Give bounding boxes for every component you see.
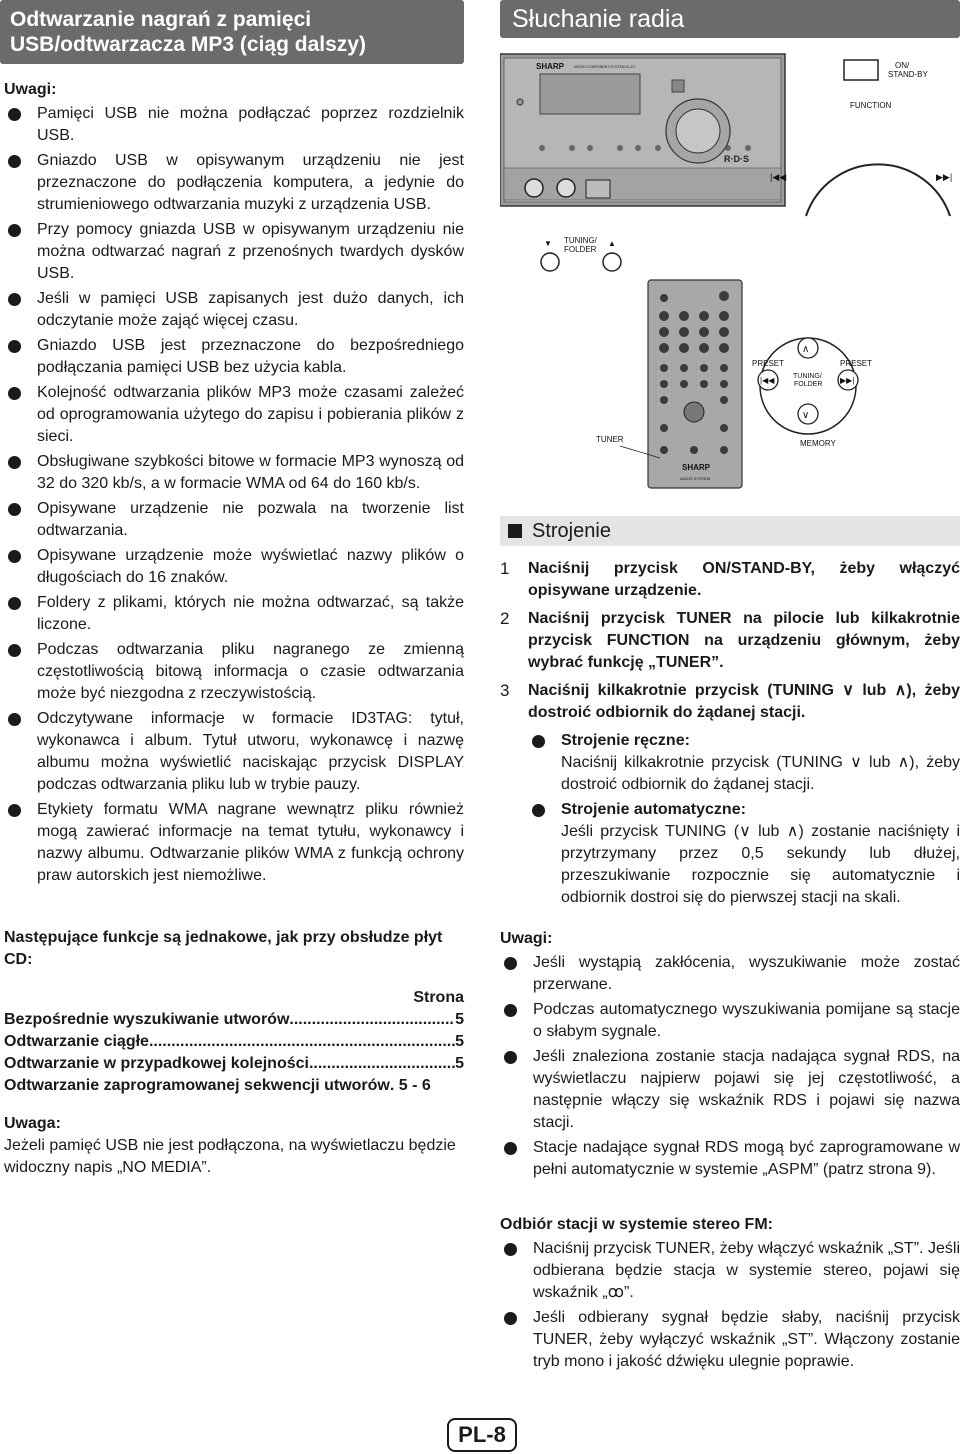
list-item: Gniazdo USB w opisywanym urządzeniu nie jest przeznaczone do podłączenia komputera, a jedynie do strumieniowego odtwarzania muzyki z urządzenia USB. bbox=[4, 150, 464, 216]
toc-page: 5 bbox=[455, 1033, 464, 1050]
list-item: Podczas odtwarzania pliku nagranego ze zmienną częstotliwością bitową informacja o czasie odtwarzania może być niezgodna z rzeczywistością. bbox=[4, 639, 464, 705]
manual-title: Strojenie ręczne: bbox=[561, 732, 690, 749]
toc-title: Odtwarzanie w przypadkowej kolejności bbox=[4, 1055, 309, 1072]
toc-row bbox=[4, 1053, 464, 1075]
chevron-down-icon: ∨ bbox=[739, 823, 751, 840]
power-led bbox=[517, 99, 523, 105]
list-item: Opisywane urządzenie nie pozwala na tworzenie list odtwarzania. bbox=[4, 498, 464, 542]
chevron-up-icon: ∧ bbox=[897, 754, 910, 771]
rds-logo: R·D·S bbox=[724, 154, 749, 164]
step: 2 Naciśnij przycisk TUNER na pilocie lub kilkakrotnie przycisk FUNCTION na urządzeniu głównym, żeby wybrać funkcję „TUNER”. bbox=[500, 609, 960, 671]
toc-title: Bezpośrednie wyszukiwanie utworów bbox=[4, 1011, 290, 1028]
toc-page: 5 bbox=[455, 1055, 464, 1072]
toc-title: Odtwarzanie ciągłe bbox=[4, 1033, 149, 1050]
stereo-indicator-icon: ꝏ bbox=[607, 1284, 624, 1301]
display-window bbox=[540, 74, 640, 114]
usb-port bbox=[586, 180, 610, 198]
list-item: Kolejność odtwarzania plików MP3 może czasami zależeć od oprogramowania użytego do zapisu i pobierania plików z sieci. bbox=[4, 382, 464, 448]
page-number: PL-8 bbox=[447, 1418, 517, 1452]
list-item: Obsługiwane szybkości bitowe w formacie MP3 wynoszą od 32 do 320 kb/s, a w formacie WMA od 64 do 160 kb/s. bbox=[4, 451, 464, 495]
remote-caption: AUDIO SYSTEM bbox=[680, 476, 711, 481]
fm-heading: Odbiór stacji w systemie stereo FM: bbox=[500, 1216, 773, 1233]
tuning-up-arrow: ▲ bbox=[608, 239, 616, 248]
function-label: FUNCTION bbox=[850, 101, 892, 110]
notes-label: Uwagi: bbox=[4, 81, 57, 98]
toc-row bbox=[4, 1075, 464, 1097]
svg-text:∨: ∨ bbox=[802, 410, 810, 421]
remote-sensor bbox=[672, 80, 684, 92]
manual-text: Naciśnij kilkakrotnie przycisk (TUNING ∨ lub ∧), żeby dostroić odbiornik do żądanej stacji. bbox=[561, 754, 960, 793]
list-item: Jeśli odbierany sygnał będzie słaby, naciśnij przycisk TUNER, żeby wyłączyć wskaźnik „ST”. Włączony zostanie tryb mono i jakość dźwięku ulegnie poprawie. bbox=[500, 1307, 960, 1373]
list-item: Gniazdo USB jest przeznaczone do bezpośredniego podłączania pamięci USB bez użycia kabla. bbox=[4, 335, 464, 379]
remote-brand: SHARP bbox=[682, 463, 711, 472]
function-dial-arc bbox=[806, 164, 953, 216]
on-standby-button bbox=[844, 60, 878, 80]
toc-page: . 5 - 6 bbox=[389, 1077, 431, 1094]
knob-middle bbox=[557, 179, 575, 197]
tuning-down-arrow: ▼ bbox=[544, 239, 552, 248]
radio-notes-list bbox=[500, 952, 960, 1181]
chevron-up-icon: ∧ bbox=[786, 823, 799, 840]
list-item bbox=[528, 730, 960, 796]
section-title: Strojenie bbox=[532, 520, 611, 542]
toc-title: Odtwarzanie zaprogramowanej sekwencji utworów bbox=[4, 1077, 390, 1094]
knob-left bbox=[525, 179, 543, 197]
tuning-steps bbox=[500, 558, 960, 909]
list-item: Jeśli znaleziona zostanie stacja nadająca sygnał RDS, na wyświetlaczu najpierw pojawi się jej częstotliwość, a następnie włączy się wskaźnik RDS i pojawi się nazwa stacji. bbox=[500, 1046, 960, 1134]
list-item: Podczas automatycznego wyszukiwania pomijane są stacje o słabym sygnale. bbox=[500, 999, 960, 1043]
tuning-down-button bbox=[541, 253, 559, 271]
toc-page: 5 bbox=[455, 1011, 464, 1028]
list-item: Odczytywane informacje w formacie ID3TAG: tytuł, wykonawca i album. Tytuł utworu, wykonawcę i nazwę albumu można wyświetlić naciskając przycisk DISPLAY podczas odtwarzania pliku lub w trybie pauzy. bbox=[4, 708, 464, 796]
skip-fwd-icon: ▶▶| bbox=[936, 172, 953, 182]
pad-tuning-folder-label: TUNING/ FOLDER bbox=[793, 373, 823, 388]
note-label: Uwaga: bbox=[4, 1115, 61, 1132]
tuning-up-button bbox=[603, 253, 621, 271]
no-media-note: Jeżeli pamięć USB nie jest podłączona, na wyświetlaczu będzie widoczny napis „NO MEDIA”. bbox=[4, 1137, 456, 1176]
svg-text:∧: ∧ bbox=[802, 344, 810, 355]
tuning-folder-label: TUNING/ FOLDER bbox=[564, 236, 597, 254]
list-item: Naciśnij przycisk TUNER, żeby włączyć wskaźnik „ST”. Jeśli odbierana będzie stacja w systemie stereo, pojawi się wskaźnik „ꝏ”. bbox=[500, 1238, 960, 1304]
main-unit-brand: SHARP bbox=[536, 62, 565, 71]
radio-notes bbox=[500, 928, 960, 1181]
preset-label-right: PRESET bbox=[840, 359, 873, 368]
chevron-down-icon: ∨ bbox=[850, 754, 862, 771]
chevron-up-icon: ∧ bbox=[894, 682, 907, 699]
svg-text:|◀◀: |◀◀ bbox=[760, 376, 775, 385]
square-bullet-icon bbox=[508, 524, 522, 538]
step: 1 Naciśnij przycisk ON/STAND-BY, żeby włączyć opisywane urządzenie. bbox=[500, 559, 960, 599]
auto-title: Strojenie automatyczne: bbox=[561, 801, 746, 818]
list-item: Przy pomocy gniazda USB w opisywanym urządzeniu nie można odtwarzać nagrań z przenośnych twardych dysków USB. bbox=[4, 219, 464, 285]
page-column-label: Strona bbox=[413, 989, 464, 1006]
tuner-label: TUNER bbox=[596, 435, 624, 444]
usb-notes bbox=[4, 79, 464, 887]
auto-text: Jeśli przycisk TUNING (∨ lub ∧) zostanie naciśnięty i przytrzymany przez 0,5 sekundy lub dłużej, przeszukiwanie rozpocznie się automatycznie i odbiornik dostroi się do pierwszej stacji na skali. bbox=[561, 823, 960, 906]
fm-notes-list bbox=[500, 1238, 960, 1373]
skip-back-icon: |◀◀ bbox=[770, 172, 787, 182]
toc-row bbox=[4, 1009, 464, 1031]
list-item: Jeśli w pamięci USB zapisanych jest dużo danych, ich odczytanie może zająć więcej czasu. bbox=[4, 288, 464, 332]
list-item: Opisywane urządzenie może wyświetlać nazwy plików o długościach do 16 znaków. bbox=[4, 545, 464, 589]
chevron-down-icon: ∨ bbox=[842, 682, 854, 699]
list-item: Etykiety formatu WMA nagrane wewnątrz pliku również mogą zawierać informacje na temat tytułu, wykonawcy i nazwy albumu. Odtwarzanie plików WMA z funkcją ochrony praw autorskich jest niemożliwe. bbox=[4, 799, 464, 887]
list-item: Jeśli wystąpią zakłócenia, wyszukiwanie może zostać przerwane. bbox=[500, 952, 960, 996]
on-standby-label: ON/ STAND-BY bbox=[888, 61, 928, 79]
memory-label: MEMORY bbox=[800, 439, 836, 448]
list-item: Stacje nadające sygnał RDS mogą być zaprogramowane w pełni automatycznie w systemie „ASPM” (patrz strona 9). bbox=[500, 1137, 960, 1181]
same-functions-heading: Następujące funkcje są jednakowe, jak przy obsłudze płyt CD: bbox=[4, 929, 443, 968]
toc-row bbox=[4, 1031, 464, 1053]
preset-label-left: PRESET bbox=[752, 359, 785, 368]
section-title-bar bbox=[500, 516, 960, 546]
step: 3 Naciśnij kilkakrotnie przycisk (TUNING ∨ lub ∧), żeby dostroić odbiornik do żądanej stacji. bbox=[500, 681, 960, 721]
section-header-radio: Słuchanie radia bbox=[500, 0, 960, 38]
usb-notes-list bbox=[4, 103, 464, 887]
section-header-usb: Odtwarzanie nagrań z pamięci USB/odtwarzacza MP3 (ciąg dalszy) bbox=[0, 0, 464, 64]
cd-functions bbox=[4, 927, 464, 1179]
device-illustration bbox=[500, 46, 960, 516]
list-item: Pamięci USB nie można podłączać poprzez rozdzielnik USB. bbox=[4, 103, 464, 147]
list-item: Foldery z plikami, których nie można odtwarzać, są także liczone. bbox=[4, 592, 464, 636]
list-item bbox=[528, 799, 960, 909]
main-unit-model: MICRO COMPONENT SYSTEM XL-E1 bbox=[574, 65, 636, 69]
notes-label: Uwagi: bbox=[500, 930, 553, 947]
tuning-methods bbox=[528, 730, 960, 909]
svg-text:▶▶|: ▶▶| bbox=[840, 376, 855, 385]
fm-stereo bbox=[500, 1214, 960, 1373]
